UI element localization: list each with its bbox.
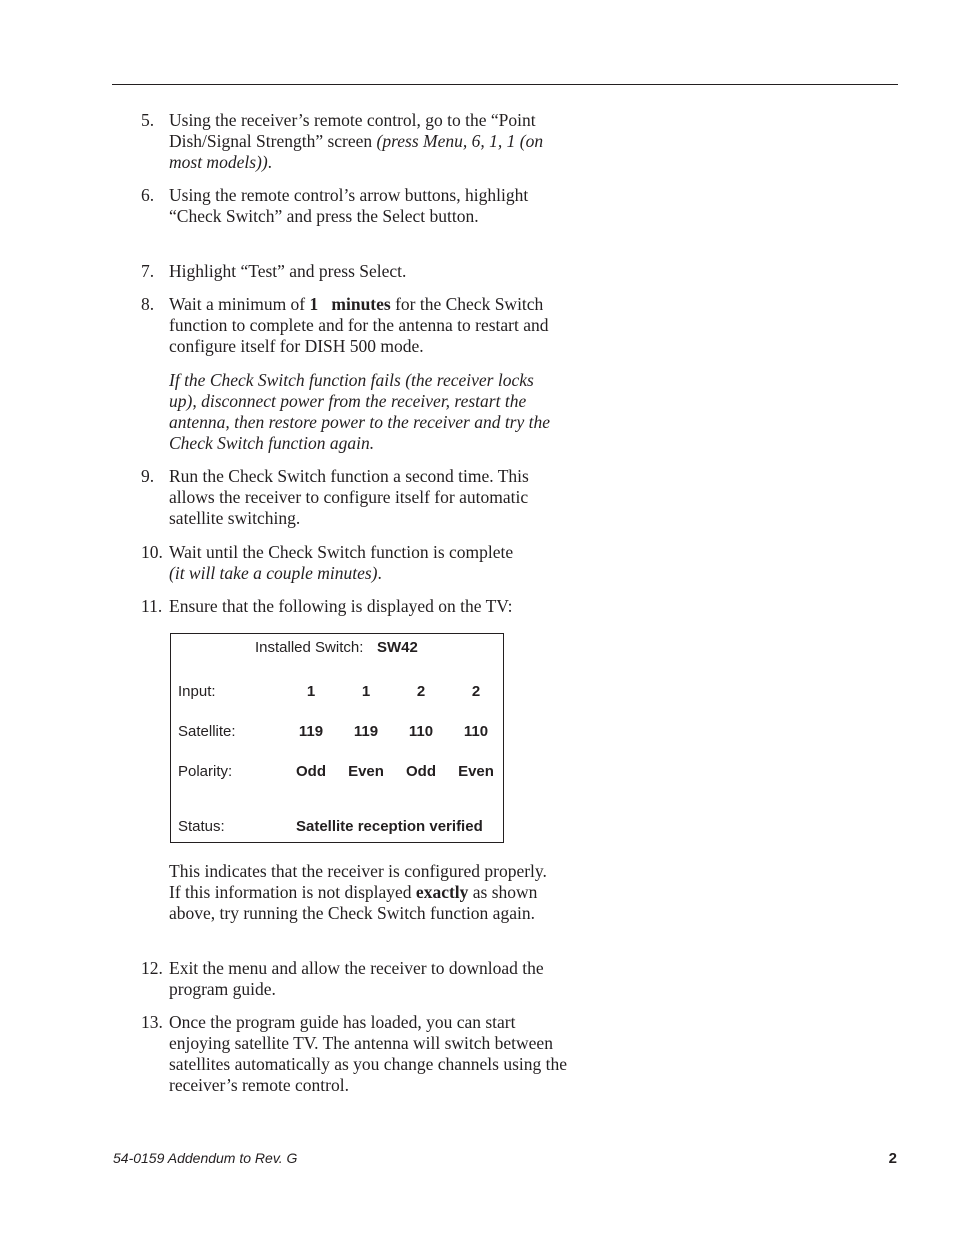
step-number: 12. [141,958,163,978]
polarity-value: Odd [406,763,436,780]
paragraph-text: This indicates that the receiver is configured properly. If this information is not displayed [169,861,547,902]
step-text: Ensure that the following is displayed on the TV: [169,596,513,616]
step-text: Exit the menu and allow the receiver to download the program guide. [169,958,544,999]
step-number: 5. [141,110,155,130]
polarity-value: Even [458,763,494,780]
polarity-value: Odd [296,763,326,780]
input-value: 2 [416,683,426,700]
step-italic-text: (press Menu, 6, 1, 1 (on most models)) [169,131,544,172]
step-text: Once the program guide has loaded, you can start enjoying satellite TV. The antenna will switch between satellites automatically as you change channels using the receiver’s remote control. [169,1012,568,1095]
step-italic-text: (it will take a couple minutes) [169,563,378,583]
step-bold-text: 1 minutes [309,294,391,314]
polarity-value: Even [348,763,384,780]
satellite-value: 119 [353,723,379,740]
satellite-value: 110 [463,723,489,740]
satellite-value: 110 [408,723,434,740]
tv-screen-display [170,633,504,843]
installed-switch-label: Installed Switch: [255,639,364,656]
step-number: 9. [141,466,155,486]
step-text: Wait a minimum of [169,294,310,314]
step-text-cont: for the Check Switch function to complete and for the antenna to restart and configure itself for DISH 500 mode. [169,294,549,356]
step-number: 8. [141,294,155,314]
step-number: 13. [141,1012,163,1032]
satellite-label: Satellite: [178,723,236,740]
step-number: 6. [141,185,155,205]
step-number: 11. [141,596,163,616]
step-number: 10. [141,542,163,562]
input-label: Input: [178,683,216,700]
page-number: 2 [888,1150,897,1167]
step-8-note: If the Check Switch function fails (the receiver locks up), disconnect power from the receiver, restart the antenna, then restore power to the receiver and try the Check Switch function again. [169,370,551,453]
paragraph-bold-text: exactly [415,882,469,902]
installed-switch-value: SW42 [377,639,418,656]
footer-doc-id: 54-0159 Addendum to Rev. G [113,1150,298,1166]
status-label: Status: [178,818,225,835]
input-value: 1 [361,683,371,700]
step-text: Using the remote control’s arrow buttons, highlight “Check Switch” and press the Select button. [169,185,529,226]
input-value: 2 [471,683,481,700]
step-text: Run the Check Switch function a second time. This allows the receiver to configure itself for automatic satellite switching. [169,466,529,528]
paragraph-text-cont: as shown above, try running the Check Switch function again. [169,882,538,923]
step-text: Wait until the Check Switch function is complete [169,542,514,562]
input-value: 1 [306,683,316,700]
polarity-label: Polarity: [178,763,233,780]
step-number: 7. [141,261,155,281]
header-rule [112,84,898,85]
step-text: Using the receiver’s remote control, go to the “Point Dish/Signal Strength” screen [169,110,536,151]
step-end: . [377,563,382,583]
step-text: Highlight “Test” and press Select. [169,261,407,281]
satellite-value: 119 [298,723,324,740]
status-value: Satellite reception verified [296,818,483,835]
after-screen-paragraph [169,861,554,924]
step-end: . [267,152,273,172]
